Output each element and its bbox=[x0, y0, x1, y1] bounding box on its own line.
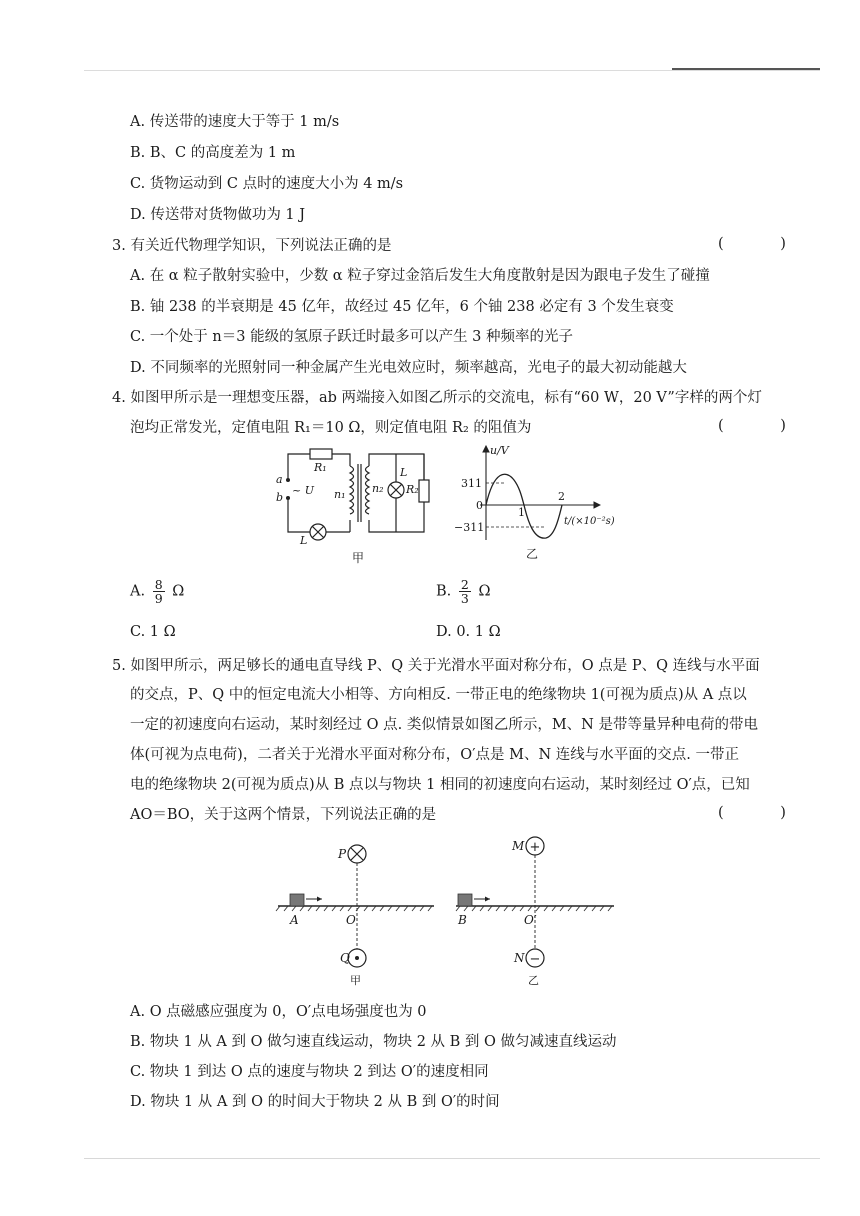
q3-option-b: B. 铀 238 的半衰期是 45 亿年，故经过 45 亿年，6 个铀 238 必定有 3 个发生衰变 bbox=[130, 299, 674, 315]
q5-option-c: C. 物块 1 到达 O 点的速度与物块 2 到达 O′的速度相同 bbox=[130, 1064, 489, 1080]
q4-circuit-diagram bbox=[270, 440, 450, 565]
q4-answer-bracket: ( ) bbox=[718, 418, 812, 434]
q4-option-b-denominator: 3 bbox=[460, 591, 469, 606]
q3-stem: 3. 有关近代物理学知识，下列说法正确的是 bbox=[112, 238, 392, 254]
top-rule-accent bbox=[672, 68, 820, 70]
n2-label: n₂ bbox=[372, 482, 384, 495]
source-u-label: ~ U bbox=[292, 484, 314, 497]
charge-n-sign: − bbox=[529, 952, 541, 967]
graph-xtick-1: 1 bbox=[518, 506, 525, 519]
q4-option-a-unit: Ω bbox=[172, 583, 185, 600]
q4-stem-line2: 泡均正常发光，定值电阻 R₁＝10 Ω，则定值电阻 R₂ 的阻值为 bbox=[130, 420, 532, 436]
prev-option-a: A. 传送带的速度大于等于 1 m/s bbox=[130, 114, 340, 130]
q4-option-b-label: B. bbox=[436, 583, 452, 600]
terminal-a-label: a bbox=[276, 473, 283, 486]
wire-q-label: Q bbox=[340, 951, 350, 965]
graph-xtick-2: 2 bbox=[558, 490, 565, 503]
q4-option-a bbox=[130, 578, 184, 605]
q4-option-a-numerator: 8 bbox=[154, 577, 163, 592]
n1-label: n₁ bbox=[334, 488, 346, 501]
lamp-bottom-label: L bbox=[300, 534, 308, 547]
q4-option-d: D. 0. 1 Ω bbox=[436, 624, 501, 640]
charge-figure-caption: 乙 bbox=[528, 974, 539, 987]
q4-option-b-unit: Ω bbox=[478, 583, 491, 600]
q5-charge-figure bbox=[450, 832, 620, 997]
terminal-b-label: b bbox=[276, 491, 284, 504]
q4-option-b-fraction bbox=[459, 578, 471, 605]
r1-label: R₁ bbox=[314, 461, 327, 474]
q5-option-a: A. O 点磁感应强度为 0，O′点电场强度也为 0 bbox=[130, 1004, 427, 1020]
point-o-prime-label: O′ bbox=[524, 913, 537, 927]
q4-option-c: C. 1 Ω bbox=[130, 624, 176, 640]
lamp-top-label: L bbox=[400, 466, 408, 479]
charge-n-label: N bbox=[514, 951, 525, 965]
circuit-caption: 甲 bbox=[352, 551, 365, 565]
wire-p-label: P bbox=[338, 847, 347, 861]
point-o-label: O bbox=[346, 913, 356, 927]
q3-answer-bracket: ( ) bbox=[718, 236, 812, 252]
q3-option-a: A. 在 α 粒子散射实验中，少数 α 粒子穿过金箔后发生大角度散射是因为跟电子发生了碰撞 bbox=[130, 268, 710, 284]
graph-ytick-neg311: −311 bbox=[454, 521, 485, 534]
q5-option-d: D. 物块 1 从 A 到 O 的时间大于物块 2 从 B 到 O′的时间 bbox=[130, 1094, 500, 1110]
q3-option-c: C. 一个处于 n＝3 能级的氢原子跃迁时最多可以产生 3 种频率的光子 bbox=[130, 329, 574, 345]
q5-stem-line2: 的交点，P、Q 中的恒定电流大小相等、方向相反. 一带正电的绝缘物块 1(可视为质点)从 A 点以 bbox=[130, 687, 747, 703]
q5-option-b: B. 物块 1 从 A 到 O 做匀速直线运动，物块 2 从 B 到 O 做匀减速直线运动 bbox=[130, 1034, 617, 1050]
bottom-rule bbox=[84, 1158, 820, 1159]
prev-option-c: C. 货物运动到 C 点时的速度大小为 4 m/s bbox=[130, 176, 404, 192]
q5-wire-figure bbox=[270, 832, 440, 997]
wire-figure-caption: 甲 bbox=[350, 974, 361, 987]
point-b-label: B bbox=[458, 913, 467, 927]
graph-origin: 0 bbox=[476, 499, 483, 512]
q5-stem-line3: 一定的初速度向右运动，某时刻经过 O 点. 类似情景如图乙所示，M、N 是带等量异种电荷的带电 bbox=[130, 717, 758, 733]
point-a-label: A bbox=[290, 913, 299, 927]
q4-option-a-label: A. bbox=[130, 583, 146, 600]
q5-stem-line4: 体(可视为点电荷)，二者关于光滑水平面对称分布，O′点是 M、N 连线与水平面的交点. 一带正 bbox=[130, 747, 739, 763]
q4-stem-line1: 4. 如图甲所示是一理想变压器，ab 两端接入如图乙所示的交流电，标有“60 W，20 V”字样的两个灯 bbox=[112, 390, 762, 406]
q5-stem-line1: 5. 如图甲所示，两足够长的通电直导线 P、Q 关于光滑水平面对称分布，O 点是 P、Q 连线与水平面 bbox=[112, 658, 760, 674]
q4-option-a-fraction bbox=[153, 578, 165, 605]
charge-m-sign: + bbox=[529, 840, 541, 855]
q4-option-a-denominator: 9 bbox=[154, 591, 163, 606]
graph-xlabel: t/(×10⁻²s) bbox=[564, 516, 615, 527]
q4-option-b-numerator: 2 bbox=[460, 577, 469, 592]
charge-m-label: M bbox=[512, 839, 525, 853]
prev-option-d: D. 传送带对货物做功为 1 J bbox=[130, 207, 306, 223]
graph-ylabel: u/V bbox=[490, 444, 509, 457]
r2-label: R₂ bbox=[406, 483, 419, 496]
q4-option-b bbox=[436, 578, 490, 605]
top-rule bbox=[84, 70, 820, 71]
graph-caption: 乙 bbox=[526, 547, 539, 561]
q5-stem-line5: 电的绝缘物块 2(可视为质点)从 B 点以与物块 1 相同的初速度向右运动，某时刻经过 O′点，已知 bbox=[130, 777, 750, 793]
q4-voltage-graph bbox=[450, 440, 630, 565]
graph-ytick-311: 311 bbox=[461, 477, 482, 490]
q3-option-d: D. 不同频率的光照射同一种金属产生光电效应时，频率越高，光电子的最大初动能越大 bbox=[130, 360, 687, 376]
q5-stem-line6: AO＝BO，关于这两个情景，下列说法正确的是 bbox=[130, 807, 437, 823]
prev-option-b: B. B、C 的高度差为 1 m bbox=[130, 145, 296, 161]
q5-answer-bracket: ( ) bbox=[718, 805, 812, 821]
